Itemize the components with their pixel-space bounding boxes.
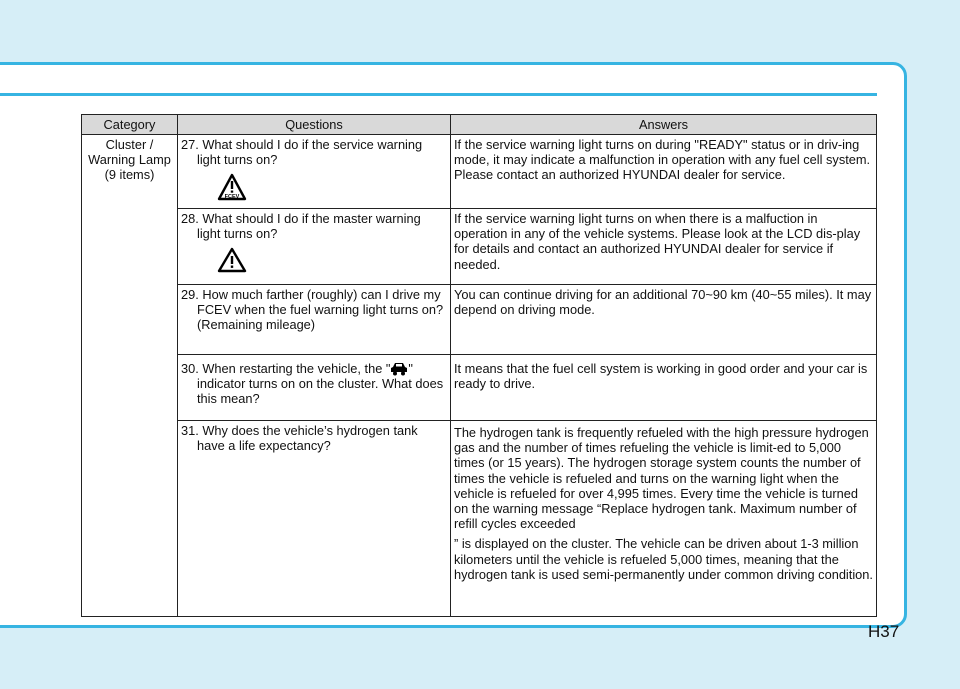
header-rule	[0, 93, 877, 96]
fcev-service-warning-icon	[217, 173, 247, 201]
question-text: 28. What should I do if the master warning light turns on?	[181, 211, 421, 242]
question-text-end: " indicator turns on on the cluster. What does this mean?	[197, 361, 444, 407]
answer-cell	[451, 355, 877, 421]
category-cell	[82, 135, 178, 617]
table-row	[82, 421, 877, 617]
answer-cell	[451, 135, 877, 209]
faq-table	[81, 114, 877, 617]
question-cell	[178, 355, 451, 421]
table-row	[82, 135, 877, 209]
answer-text: If the service warning light turns on during "READY" status or in driv-ing mode, it may indicate a malfunction in operation with any fuel cell system. Please contact an authorized HYUNDAI dealer for service.	[454, 137, 871, 183]
table-row	[82, 285, 877, 355]
answer-text: It means that the fuel cell system is working in good order and your car is ready to drive.	[454, 361, 868, 392]
table-row	[82, 209, 877, 285]
question-cell	[178, 209, 451, 285]
table-row	[82, 355, 877, 421]
answer-cell	[451, 285, 877, 355]
master-warning-icon	[217, 247, 247, 273]
answer-text: If the service warning light turns on when there is a malfuction in operation in any of the vehicle systems. Please look at the LCD dis-play for details and contact an authorized HYUNDAI dealer for service if needed.	[454, 211, 861, 272]
answer-cell	[451, 209, 877, 285]
question-cell	[178, 135, 451, 209]
answer-text: You can continue driving for an additional 70~90 km (40~55 miles). It may depend on driving mode.	[454, 287, 872, 318]
question-text: 27. What should I do if the service warning light turns on?	[181, 137, 423, 168]
category-line: Warning Lamp	[88, 152, 171, 168]
question-text: 31. Why does the vehicle’s hydrogen tank have a life expectancy?	[181, 423, 418, 454]
header-answers: Answers	[451, 115, 877, 135]
answer-paragraph: The hydrogen tank is frequently refueled with the high pressure hydrogen gas and the number of times refueling the vehicle is limit-ed to 5,000 times (or 15 years). The hydrogen storage system counts the number of times the vehicle is refueled and turns on the warning light when the vehicle is refueled for over 4,995 times. Every time the vehicle is turned on the warning message “Replace hydrogen tank. Maximum number of refill cycles exceeded	[454, 425, 869, 532]
ready-car-icon	[390, 361, 408, 376]
answer-paragraph: ” is displayed on the cluster. The vehicle can be driven about 1-3 million kilometers until the vehicle is refueled 5,000 times, meaning that the hydrogen tank is used semi-permanently under common driving condition.	[454, 536, 873, 582]
table-header-row	[82, 115, 877, 135]
header-questions: Questions	[178, 115, 451, 135]
question-cell	[178, 285, 451, 355]
question-text: 29. How much farther (roughly) can I drive my FCEV when the fuel warning light turns on? (Remaining mileage)	[181, 287, 444, 333]
category-line: Cluster /	[105, 137, 154, 152]
answer-cell	[451, 421, 877, 617]
question-cell	[178, 421, 451, 617]
question-text	[181, 361, 447, 407]
header-category: Category	[82, 115, 178, 135]
svg-text:FCEV: FCEV	[224, 194, 240, 201]
page-number: H37	[868, 622, 900, 641]
question-text-start: 30. When restarting the vehicle, the "	[181, 361, 391, 376]
category-line: (9 items)	[104, 167, 155, 183]
